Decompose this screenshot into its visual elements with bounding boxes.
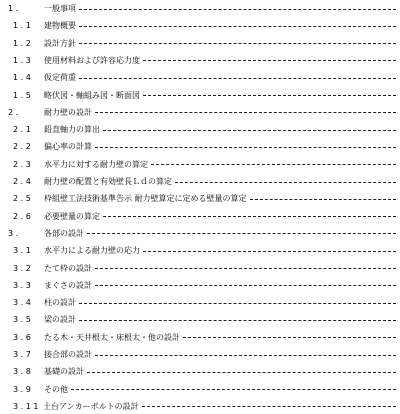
toc-number: 2 . 2 — [13, 142, 31, 152]
toc-number: 3 . 1 — [13, 246, 31, 256]
toc-number: 3 . 6 — [13, 332, 31, 342]
toc-number: 3 . 3 — [13, 280, 31, 290]
toc-title: 水平力による耐力壁の応力 — [44, 246, 140, 256]
toc-leader-line — [79, 78, 396, 79]
toc-title: 一般事項 — [44, 4, 76, 13]
toc-leader-line — [151, 164, 396, 165]
toc-title: 耐力壁の設計 — [44, 107, 92, 117]
toc-subsection — [0, 383, 400, 397]
toc-title: 偏心率の計算 — [44, 142, 92, 152]
toc-subsection — [0, 313, 400, 327]
toc-section — [0, 227, 400, 241]
toc-number: 1 . 5 — [13, 90, 31, 100]
toc-leader-line — [79, 9, 396, 10]
toc-number: 1 . 3 — [13, 55, 31, 65]
toc-title: 鉛直軸力の算出 — [44, 125, 100, 135]
toc-subsection — [0, 279, 400, 293]
toc-title: 建物概要 — [44, 21, 76, 31]
toc-leader-line — [79, 26, 396, 27]
toc-subsection — [0, 37, 400, 51]
toc-leader-line — [175, 182, 396, 183]
toc-leader-line — [79, 320, 396, 321]
toc-leader-line — [79, 43, 396, 44]
toc-number: 2 . 6 — [13, 211, 31, 221]
toc-number: 2 . 4 — [13, 177, 31, 186]
toc-subsection — [0, 210, 400, 224]
toc-number: 1 . 4 — [13, 73, 31, 83]
toc-subsection — [0, 348, 400, 362]
toc-title: 設計方針 — [44, 38, 76, 48]
toc-number: 2 . 1 — [13, 125, 31, 135]
toc-number: 3 . 8 — [13, 367, 31, 377]
toc-subsection — [0, 262, 400, 276]
toc-number: 2 . 5 — [13, 194, 31, 204]
toc-title: 使用材料および許容応力度 — [44, 55, 140, 65]
toc-subsection — [0, 140, 400, 154]
toc-number: 2 . — [8, 107, 19, 117]
toc-number: 1 . 1 — [13, 21, 31, 31]
toc-subsection — [0, 331, 400, 345]
toc-leader-line — [103, 216, 396, 217]
toc-leader-line — [143, 251, 396, 252]
toc-leader-line — [143, 60, 396, 61]
toc-subsection — [0, 365, 400, 379]
toc-title: たる木・天井根太・床根太・他の設計 — [44, 332, 180, 342]
toc-title: 耐力壁の配置と有効壁長Ｌｄの算定 — [44, 177, 172, 186]
toc-subsection — [0, 400, 400, 414]
toc-title: まぐさの設計 — [44, 280, 92, 290]
toc-leader-line — [95, 285, 396, 286]
toc-number: 3 . 7 — [13, 350, 31, 359]
toc-section — [0, 106, 400, 120]
toc-subsection — [0, 71, 400, 85]
toc-title: 水平力に対する耐力壁の算定 — [44, 159, 148, 169]
toc-number: 3 . 2 — [13, 263, 31, 273]
toc-title: 接合部の設計 — [44, 350, 92, 359]
toc-number: 3 . 1 1 — [13, 401, 39, 411]
toc-subsection — [0, 19, 400, 33]
toc-subsection — [0, 123, 400, 137]
toc-subsection — [0, 89, 400, 103]
toc-number: 2 . 3 — [13, 159, 31, 169]
toc-leader-line — [87, 233, 396, 234]
toc-title: 基礎の設計 — [44, 367, 84, 377]
toc-title: 仮定荷重 — [44, 73, 76, 83]
toc-leader-line — [79, 303, 396, 304]
toc-title: 土台アンカーボルトの設計 — [43, 401, 139, 411]
toc-leader-line — [183, 337, 396, 338]
toc-leader-line — [95, 355, 396, 356]
toc-subsection — [0, 192, 400, 206]
toc-number: 1 . — [8, 4, 19, 13]
toc-title: 柱の設計 — [44, 298, 76, 308]
toc-leader-line — [95, 268, 396, 269]
toc-leader-line — [142, 406, 396, 407]
toc-subsection — [0, 54, 400, 68]
toc-title: その他 — [44, 384, 68, 394]
toc-subsection — [0, 296, 400, 310]
toc-leader-line — [95, 147, 396, 148]
toc-title: 略伏図・軸組み図・断面図 — [44, 90, 140, 100]
toc-section — [0, 2, 400, 16]
toc-leader-line — [71, 389, 396, 390]
toc-leader-line — [103, 130, 396, 131]
toc-number: 3 . 5 — [13, 315, 31, 325]
toc-leader-line — [87, 372, 396, 373]
toc-number: 3 . 9 — [13, 384, 31, 394]
toc-subsection — [0, 175, 400, 189]
toc-title: 枠組壁工法技術基準告示 耐力壁算定に定める壁量の算定 — [44, 194, 247, 204]
toc-title: 梁の設計 — [44, 315, 76, 325]
toc-title: たて枠の設計 — [44, 263, 92, 273]
toc-title: 必要壁量の算定 — [44, 211, 100, 221]
toc-leader-line — [95, 112, 396, 113]
toc-number: 3 . — [8, 228, 19, 238]
toc-leader-line — [250, 199, 396, 200]
toc-number: 3 . 4 — [13, 298, 31, 308]
toc-number: 1 . 2 — [13, 38, 31, 48]
toc-subsection — [0, 158, 400, 172]
toc-subsection — [0, 244, 400, 258]
toc-title: 各部の設計 — [44, 228, 84, 238]
toc-leader-line — [143, 95, 396, 96]
